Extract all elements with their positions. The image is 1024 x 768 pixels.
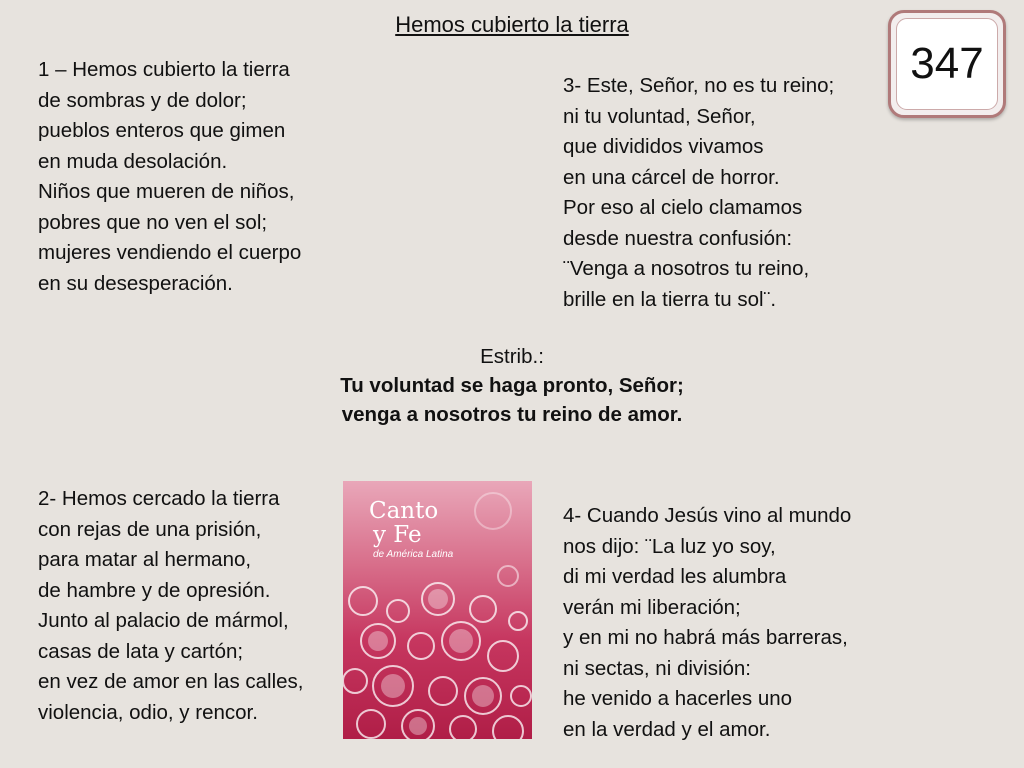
verse-line: en la verdad y el amor.	[563, 717, 771, 741]
verse-line: ¨Venga a nosotros tu reino,	[563, 257, 810, 280]
chorus	[0, 342, 1024, 429]
verse-line: pueblos enteros que gimen	[38, 119, 286, 142]
verse-line: nos dijo: ¨La luz yo soy,	[563, 534, 776, 558]
verse-line: mujeres vendiendo el cuerpo	[38, 241, 302, 264]
verse-line: brille en la tierra tu sol¨.	[563, 287, 777, 311]
verse-line: ni tu voluntad, Señor,	[563, 104, 756, 128]
cover-title-line: y Fe	[373, 522, 422, 548]
verse-line: en vez de amor en las calles,	[38, 670, 304, 693]
chorus-line: venga a nosotros tu reino de amor.	[341, 403, 683, 426]
verse-line: en muda desolación.	[38, 149, 228, 173]
verse-line: en una cárcel de horror.	[563, 165, 780, 189]
verse-line: 4- Cuando Jesús vino al mundo	[563, 504, 852, 527]
cover-title	[369, 499, 438, 547]
verse-line: ni sectas, ni división:	[563, 656, 752, 680]
verse-line: que divididos vivamos	[563, 135, 764, 158]
song-number: 347	[896, 18, 998, 110]
verse-line: de sombras y de dolor;	[38, 88, 247, 112]
verse-4	[563, 501, 851, 745]
verse-3	[563, 71, 834, 315]
verse-line: 1 – Hemos cubierto la tierra	[38, 58, 290, 81]
song-title: Hemos cubierto la tierra	[395, 12, 629, 37]
verse-line: verán mi liberación;	[563, 595, 741, 619]
cover-title-line: Canto	[369, 498, 439, 524]
verse-line: casas de lata y cartón;	[38, 639, 244, 663]
verse-line: pobres que no ven el sol;	[38, 210, 268, 234]
chorus-line: Tu voluntad se haga pronto, Señor;	[340, 374, 684, 397]
verse-line: di mi verdad les alumbra	[563, 565, 787, 588]
verse-line: 2- Hemos cercado la tierra	[38, 487, 280, 510]
verse-line: 3- Este, Señor, no es tu reino;	[563, 74, 835, 97]
verse-line: de hambre y de opresión.	[38, 578, 271, 602]
verse-line: Junto al palacio de mármol,	[38, 609, 289, 632]
cover-subtitle: de América Latina	[373, 549, 454, 560]
verse-2	[38, 484, 304, 728]
verse-line: y en mi no habrá más barreras,	[563, 626, 848, 649]
verse-line: he venido a hacerles uno	[563, 687, 793, 710]
verse-line: en su desesperación.	[38, 271, 233, 295]
verse-line: Niños que mueren de niños,	[38, 180, 295, 203]
chorus-label: Estrib.:	[480, 345, 544, 368]
verse-line: Por eso al cielo clamamos	[563, 196, 803, 219]
verse-line: con rejas de una prisión,	[38, 517, 262, 541]
song-number-badge	[888, 10, 1006, 118]
book-cover-image	[343, 481, 532, 739]
verse-1	[38, 55, 301, 299]
verse-line: para matar al hermano,	[38, 548, 252, 571]
verse-line: violencia, odio, y rencor.	[38, 700, 258, 724]
verse-line: desde nuestra confusión:	[563, 226, 793, 250]
